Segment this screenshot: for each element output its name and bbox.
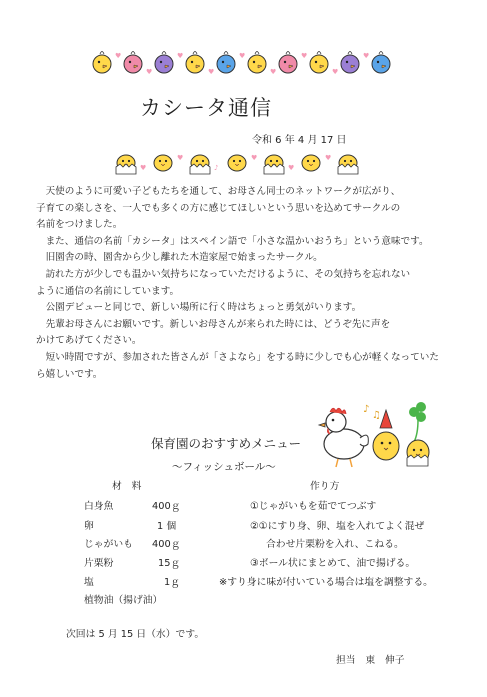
- chick-icon: [228, 155, 246, 171]
- heart-icon: ♥: [363, 52, 370, 60]
- chick-icon: [93, 55, 111, 73]
- intro-line: 旧園舎の時、園舎から少し離れた木造家屋で始まったサークル。: [36, 252, 323, 264]
- heart-icon: ♥: [177, 52, 184, 60]
- ingredient-amount: 1 個: [157, 521, 177, 532]
- intro-line: ら嬉しいです。: [36, 368, 103, 380]
- intro-line: 短い時間ですが、参加された皆さんが「さよなら」をする時に少しでも心が軽くなっていた: [36, 351, 439, 363]
- hen-chicks-illustration: [308, 398, 448, 470]
- top-chick-border: [88, 44, 398, 84]
- svg-text:♪: ♪: [363, 404, 370, 415]
- recipe-step: ③ボール状にまとめて、油で揚げる。: [250, 558, 416, 569]
- intro-line: 先輩お母さんにお願いです。新しいお母さんが来られた時には、どうぞ先に声を: [36, 318, 391, 330]
- recipe-step: 合わせ片栗粉を入れ、こねる。: [266, 539, 404, 550]
- steps-header: 作り方: [310, 481, 340, 492]
- chick-icon: [217, 55, 235, 73]
- chick-hatching-row: [112, 148, 362, 176]
- author: 担当 東 伸子: [336, 655, 405, 666]
- heart-icon: ♥: [140, 164, 147, 172]
- chick-icon: [372, 55, 390, 73]
- chick-icon: [124, 55, 142, 73]
- ingredient-amount: 400ｇ: [152, 539, 181, 550]
- recipe-step: ①じゃがいもを茹でてつぶす: [250, 501, 377, 512]
- heart-icon: ♥: [288, 164, 295, 172]
- ingredients-header: 材 料: [112, 481, 142, 492]
- heart-icon: ♥: [270, 68, 277, 76]
- intro-line: 公園デビューと同じで、新しい場所に行く時はちょっと勇気がいります。: [36, 302, 362, 314]
- intro-line: 天使のように可愛い子どもたちを通して、お母さん同士のネットワークが広がり、: [36, 186, 401, 197]
- heart-icon: ♥: [177, 154, 184, 162]
- ingredient-name: 塩: [84, 577, 94, 588]
- heart-icon: ♥: [115, 52, 122, 60]
- ingredient-name: 片栗粉: [84, 558, 114, 569]
- next-meeting: 次回は 5 月 15 日（水）です。: [66, 629, 205, 640]
- ingredient-name: 白身魚: [84, 501, 114, 512]
- heart-icon: ♥: [146, 68, 153, 76]
- hatching-chicks-icon: [112, 148, 362, 176]
- heart-icon: ♥: [208, 68, 215, 76]
- intro-line: ように通信の名前にしています。: [36, 285, 180, 297]
- heart-icon: ♥: [325, 154, 332, 162]
- hen-and-chicks-icon: [308, 398, 448, 470]
- menu-title: 保育園のおすすめメニュー: [151, 436, 302, 451]
- heart-icon: ♥: [301, 52, 308, 60]
- issue-date: 令和 6 年 4 月 17 日: [252, 135, 347, 146]
- chick-icon: [154, 155, 172, 171]
- intro-line: 子育ての楽しさを、一人でも多くの方に感じてほしいという思いを込めてサークルの: [36, 202, 401, 214]
- intro-line: かけてあげてください。: [36, 335, 142, 347]
- intro-line: 名前をつけました。: [36, 219, 123, 231]
- ingredient-name: 植物油（揚げ油）: [84, 595, 163, 606]
- ingredient-name: 卵: [84, 521, 94, 532]
- ingredient-amount: 400ｇ: [152, 501, 181, 512]
- chick-icon: [310, 55, 328, 73]
- recipe-section: [0, 478, 487, 618]
- chick-icon: [279, 55, 297, 73]
- heart-icon: ♥: [332, 68, 339, 76]
- svg-text:♫: ♫: [372, 410, 381, 421]
- chick-icon: [155, 55, 173, 73]
- ingredient-amount: 1ｇ: [164, 577, 181, 588]
- page-title: カシータ通信: [140, 96, 272, 120]
- intro-line: また、通信の名前「カシータ」はスペイン語で「小さな温かいおうち」という意味です。: [36, 235, 429, 247]
- ingredient-name: じゃがいも: [84, 539, 133, 550]
- ingredient-amount: 15ｇ: [158, 558, 181, 569]
- menu-subtitle: ～フィッシュボール～: [172, 461, 276, 473]
- chick-icon: [302, 155, 320, 171]
- heart-icon: ♥: [239, 52, 246, 60]
- recipe-step: ※すり身に味が付いている場合は塩を調整する。: [219, 577, 433, 588]
- chick-icon: [186, 55, 204, 73]
- chick-border-icon: [88, 44, 398, 84]
- intro-line: 訪れた方が少しでも温かい気持ちになっていただけるように、その気持ちを忘れない: [36, 268, 411, 280]
- recipe-step: ②①にすり身、卵、塩を入れてよく混ぜ: [250, 521, 425, 532]
- music-note-icon: ♪: [214, 164, 219, 172]
- chick-icon: [341, 55, 359, 73]
- chick-icon: [248, 55, 266, 73]
- intro-text: [36, 184, 456, 383]
- heart-icon: ♥: [251, 154, 258, 162]
